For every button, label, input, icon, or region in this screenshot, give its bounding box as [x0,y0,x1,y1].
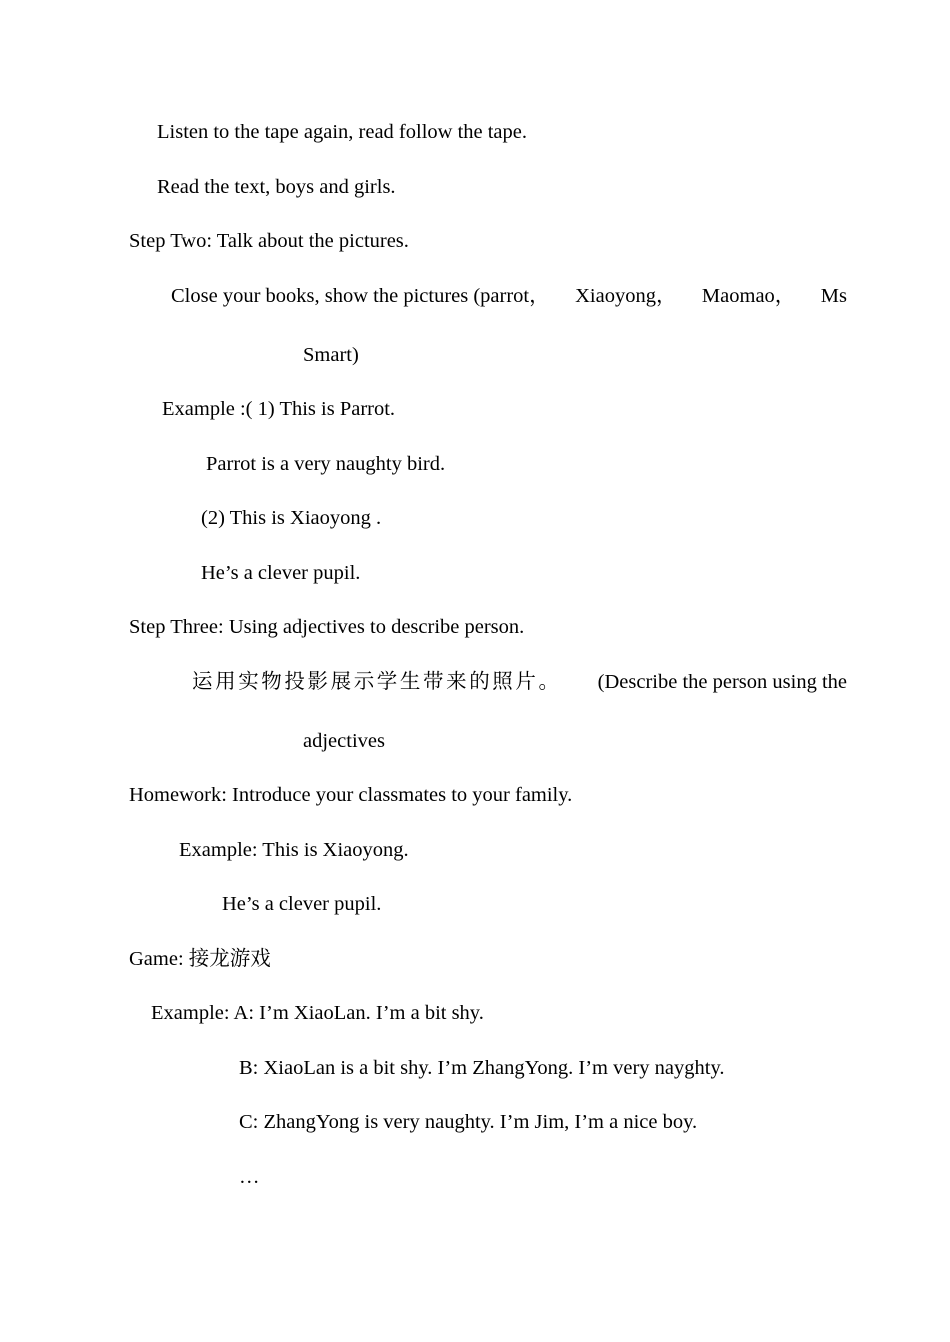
chinese-instruction: 运用实物投影展示学生带来的照片。 [192,671,562,693]
text-line-example-parrot: Example :( 1) This is Parrot. [162,398,396,420]
text-line-game-b: B: XiaoLan is a bit shy. I’m ZhangYong. I’m very nayghty. [239,1057,725,1079]
word-segment: Maomao， [701,285,796,307]
text-line-read-text: Read the text, boys and girls. [157,176,396,198]
text-line-game-example-a: Example: A: I’m XiaoLan. I’m a bit shy. [151,1002,484,1024]
english-instruction: (Describe the person using the [597,671,847,693]
heading-homework: Homework: Introduce your classmates to your family. [129,784,573,806]
text-line-adjectives: adjectives [303,730,385,752]
text-line-game-c: C: ZhangYong is very naughty. I’m Jim, I’m a nice boy. [239,1111,698,1133]
text-line-describe-photos [192,670,847,694]
text-line-homework-clever: He’s a clever pupil. [222,893,382,915]
text-line-xiaoyong: (2) This is Xiaoyong . [201,507,382,529]
word-segment: Close your books, show the pictures (parrot， [171,285,550,307]
text-line-ellipsis: … [239,1166,260,1188]
text-line-clever-pupil: He’s a clever pupil. [201,562,361,584]
word-segment: Ms [820,285,847,307]
heading-step-three: Step Three: Using adjectives to describe person. [129,616,525,638]
heading-game: Game: 接龙游戏 [129,948,271,970]
heading-step-two: Step Two: Talk about the pictures. [129,230,409,252]
text-line-close-books [171,284,847,308]
word-segment: Xiaoyong， [575,285,677,307]
text-line-smart: Smart) [303,344,359,366]
text-line-homework-example: Example: This is Xiaoyong. [179,839,409,861]
text-line-parrot-naughty: Parrot is a very naughty bird. [206,453,446,475]
text-line-listen-tape: Listen to the tape again, read follow the tape. [157,121,528,143]
